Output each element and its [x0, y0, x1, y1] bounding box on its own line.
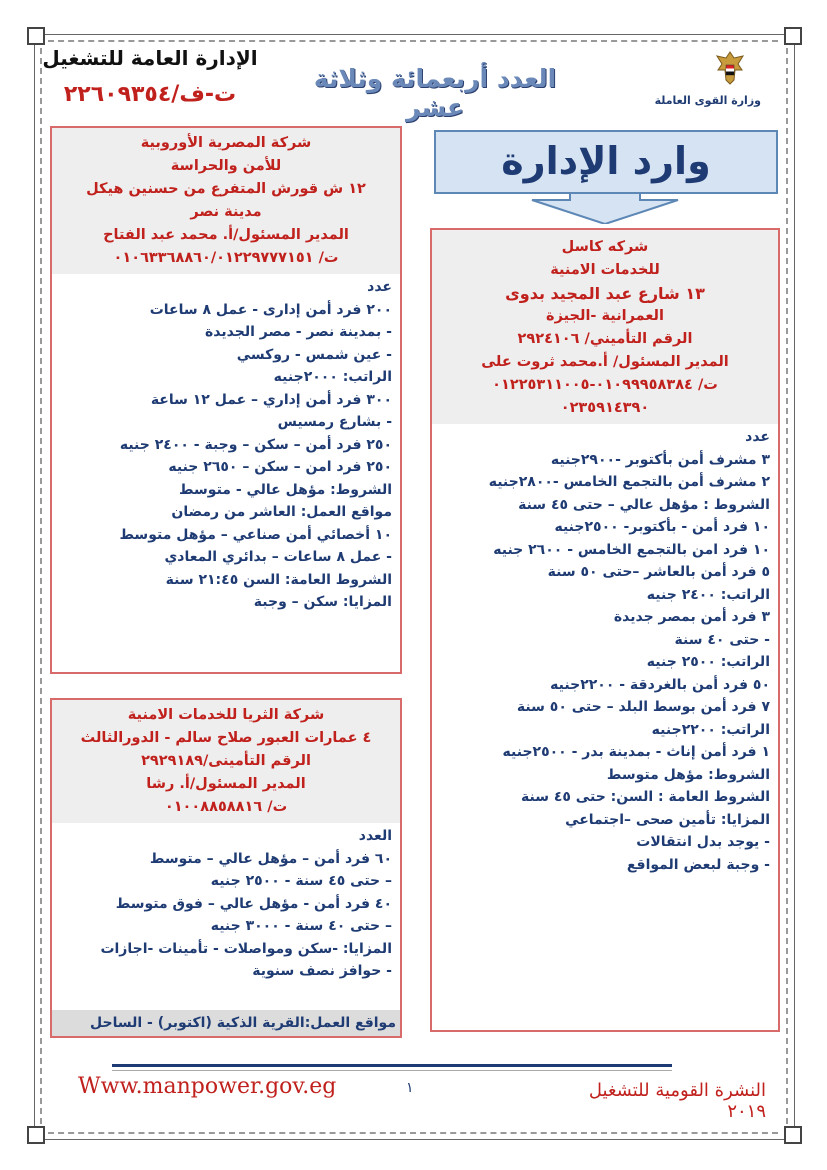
company-name: شركه كاسل [561, 239, 649, 255]
list-item: - عين شمس - روكسي [236, 346, 392, 363]
list-item: ٢٥٠ فرد امن – سكن – ٢٦٥٠ جنيه [168, 459, 392, 475]
list-item: ١ فرد أمن إناث - بمدينة بدر - ٢٥٠٠جنيه [502, 744, 770, 760]
list-item: ٢٥٠ فرد أمن – سكن – وجبة - ٢٤٠٠ جنيه [119, 436, 392, 453]
company-phone: ت/ ٠١٠٠٨٨٥٨٨١٦ [164, 799, 288, 815]
company-manager: المدير المسئول/أ. رشا [146, 776, 306, 792]
company-card-castle [430, 228, 780, 1032]
company-area: العمرانية -الجيزة [546, 308, 664, 324]
list-item: – حتى ٤٠ سنة - ٣٠٠٠ جنيه [210, 918, 392, 934]
list-item: ٢٠٠ فرد أمن إدارى - عمل ٨ ساعات [149, 301, 392, 318]
footer-divider-thin [112, 1070, 672, 1071]
company-card-egyptian-european [50, 126, 402, 674]
list-item: ٧ فرد أمن بوسط البلد – حتى ٥٠ سنة [516, 699, 770, 715]
list-item: ٥٠ فرد أمن بالغردقة - ٢٢٠٠جنيه [550, 676, 770, 693]
list-item: - بشارع رمسيس [277, 414, 392, 430]
list-item: ١٠ فرد امن بالتجمع الخامس - ٢٦٠٠ جنيه [493, 541, 770, 558]
insurance-number: الرقم التأمينى/٢٩٢٩١٨٩ [141, 753, 311, 769]
list-item: – حتى ٤٥ سنة - ٢٥٠٠ جنيه [210, 873, 392, 889]
list-item: الشروط العامة : السن: حتى ٤٥ سنة [520, 789, 770, 805]
list-item: الشروط : مؤهل عالي – حتى ٤٥ سنة [518, 496, 770, 513]
corner-ornament [27, 1126, 45, 1144]
list-item: المزايا: تأمين صحى –اجتماعي [565, 811, 770, 828]
list-item: الشروط العامة: السن ٢١:٤٥ سنة [165, 571, 392, 588]
company-address: ١٣ شارع عبد المجيد بدوى [505, 284, 705, 303]
bulletin-title: النشرة القومية للتشغيل ٢٠١٩ [588, 1080, 766, 1122]
company-header [52, 700, 400, 823]
company-card-thuraya [50, 698, 402, 1038]
list-item: - حتى ٤٠ سنة [674, 631, 770, 648]
corner-ornament [784, 27, 802, 45]
list-item: الشروط: مؤهل متوسط [606, 766, 770, 783]
list-item: - وجبة لبعض المواقع [626, 856, 770, 873]
list-item: - بمدينة نصر - مصر الجديدة [205, 324, 392, 340]
list-item: - يوجد بدل انتقالات [636, 834, 770, 850]
company-area: مدينة نصر [190, 204, 262, 220]
company-phone: ت/ ٠١٠٩٩٩٥٨٣٨٤-٠١٢٢٥٣١١٠٠٥ [492, 377, 718, 393]
list-item: الراتب: ٢٤٠٠ جنيه [646, 586, 770, 603]
list-item: ١٠ أخصائي أمن صناعي – مؤهل متوسط [119, 526, 392, 543]
company-line: للخدمات الامنية [550, 262, 660, 278]
company-phone-2: ٠٢٣٥٩١٤٣٩٠ [560, 400, 650, 416]
list-item: الشروط: مؤهل عالي - متوسط [179, 481, 392, 498]
list-item: ٣ فرد أمن بمصر جديدة [613, 609, 770, 625]
ministry-name: وزارة القوى العاملة [654, 94, 761, 107]
department-phone: ت-ف/٢٢٦٠٩٣٥٤ [63, 82, 237, 107]
footer-divider [112, 1064, 672, 1067]
company-manager: المدير المسئول/ أ.محمد ثروت على [481, 354, 729, 370]
list-item: ٢ مشرف أمن بالتجمع الخامس -٢٨٠٠جنيه [488, 474, 770, 490]
list-item: - حوافز نصف سنوية [252, 963, 392, 979]
list-item: عدد [745, 429, 770, 445]
list-item: - عمل ٨ ساعات – بدائري المعادي [164, 549, 392, 565]
list-item: ٥ فرد أمن بالعاشر –حتى ٥٠ سنة [547, 564, 770, 580]
company-address: ١٢ ش قورش المتفرع من حسنين هيكل [86, 181, 366, 197]
company-phone: ت/ ٠١٠٦٣٣٦٨٨٦٠/٠١٢٢٩٧٧٧١٥١ [113, 250, 339, 266]
corner-ornament [27, 27, 45, 45]
banner-title: وارد الإدارة [434, 130, 778, 194]
list-item: الراتب: ٢٢٠٠جنيه [651, 721, 770, 738]
jobs-list [52, 274, 400, 614]
company-address: ٤ عمارات العبور صلاح سالم - الدورالثالث [80, 730, 372, 746]
page-number: ١ [406, 1080, 414, 1096]
issue-title: العدد أربعمائة وثلاثة عشر [313, 64, 557, 122]
jobs-list [52, 823, 400, 983]
bottom-dashed-border [48, 1132, 778, 1134]
list-item: المزايا: -سكن ومواصلات - تأمينات -اجازات [100, 940, 392, 957]
left-dashed-border [40, 48, 42, 1124]
list-item: العدد [358, 828, 392, 844]
list-item: ٣ مشرف أمن بأكتوبر -٢٩٠٠جنيه [550, 451, 770, 468]
corner-ornament [784, 1126, 802, 1144]
insurance-number: الرقم التأميني/ ٢٩٢٤١٠٦ [517, 331, 693, 347]
company-name: شركة المصرية الأوروبية [140, 135, 312, 151]
list-item: مواقع العمل: العاشر من رمضان [171, 504, 392, 520]
top-dashed-border [48, 40, 778, 42]
company-name: شركة الثريا للخدمات الامنية [127, 707, 325, 723]
company-manager: المدير المسئول/أ. محمد عبد الفتاح [103, 227, 349, 243]
list-item: الراتب: ٢٥٠٠ جنيه [646, 654, 770, 670]
list-item: المزايا: سكن – وجبة [253, 594, 392, 610]
company-line: للأمن والحراسة [170, 158, 282, 174]
list-item: ١٠ فرد أمن - بأكتوبر- ٢٥٠٠جنيه [554, 519, 770, 535]
department-name: الإدارة العامة للتشغيل [42, 46, 258, 70]
list-item: ٣٠٠ فرد أمن إداري – عمل ١٢ ساعة [150, 391, 392, 408]
jobs-list [432, 424, 778, 876]
website-link[interactable]: Www.manpower.gov.eg [78, 1074, 337, 1099]
company-header [432, 230, 778, 424]
right-dashed-border [786, 48, 788, 1124]
company-header [52, 128, 400, 274]
list-item: ٦٠ فرد أمن – مؤهل عالي – متوسط [149, 850, 392, 867]
list-item: ٤٠ فرد أمن - مؤهل عالي – فوق متوسط [115, 895, 392, 912]
list-item: عدد [367, 279, 392, 295]
egypt-eagle-emblem-icon [713, 48, 747, 88]
list-item: الراتب: ٢٠٠٠جنيه [273, 369, 392, 385]
work-locations: مواقع العمل:القرية الذكية (اكتوبر) - الساحل [52, 1010, 400, 1036]
